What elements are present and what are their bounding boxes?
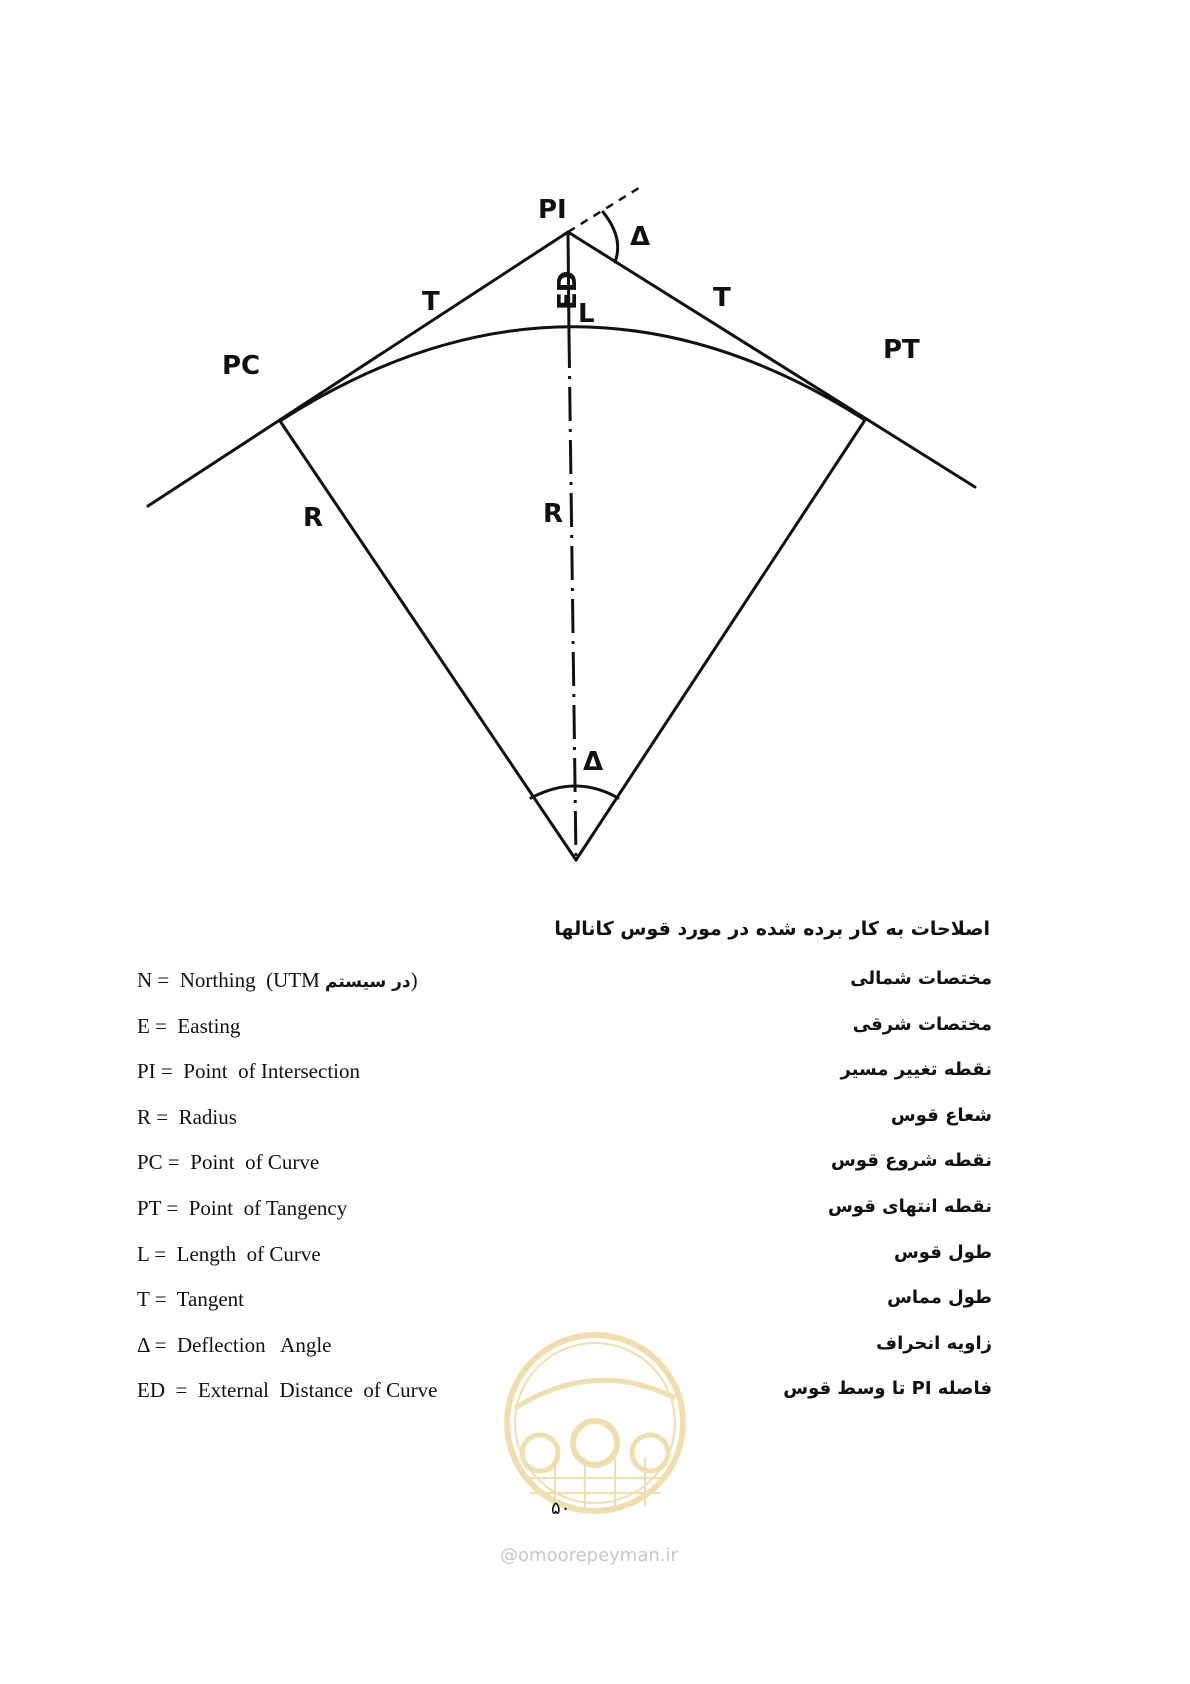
legend-term-en-text: T = Tangent	[137, 1287, 244, 1312]
legend-term-en	[137, 1196, 347, 1221]
legend-term-en	[137, 1333, 331, 1358]
t-left-label: T	[422, 287, 440, 317]
legend-term-fa: فاصله PI تا وسط قوس	[783, 1378, 992, 1400]
legend-term-fa: شعاع قوس	[890, 1104, 992, 1126]
ed-label: ED	[553, 270, 583, 310]
legend-term-en	[137, 1059, 360, 1084]
curve-arc	[280, 327, 865, 421]
legend-term-fa: طول قوس	[893, 1241, 992, 1263]
legend-term-en	[137, 968, 418, 993]
legend-term-en-text: E = Easting	[137, 1013, 241, 1038]
radius-left-line	[280, 421, 576, 860]
legend-row	[0, 1242, 1190, 1272]
back-tangent-line	[148, 232, 568, 506]
legend-row	[0, 1196, 1190, 1226]
legend-term-fa: نقطه انتهای قوس	[827, 1196, 992, 1217]
legend-term-en-text: N = Northing (UTM	[137, 968, 325, 992]
legend-term-fa: مختصات شرقی	[852, 1013, 992, 1035]
legend-term-fa: طول مماس	[887, 1287, 992, 1309]
legend-term-fa: نقطه شروع قوس	[831, 1150, 992, 1172]
legend-term-en-text: ED = External Distance of Curve	[137, 1378, 438, 1403]
r-left-label: R	[303, 503, 324, 533]
legend-term-en	[137, 1150, 319, 1175]
legend-row	[0, 1014, 1190, 1044]
legend-term-en-text: PI = Point of Intersection	[137, 1059, 360, 1084]
legend-term-fa: مختصات شمالی	[850, 968, 992, 989]
omoorepeyman-logo-watermark	[485, 1328, 705, 1518]
r-center-label: R	[543, 499, 564, 529]
legend-row	[0, 1105, 1190, 1135]
legend-term-en-text: R = Radius	[137, 1104, 237, 1129]
legend-term-en	[137, 1105, 237, 1130]
legend-row	[0, 1150, 1190, 1180]
legend-term-en-text: L = Length of Curve	[137, 1241, 321, 1266]
legend-term-en-tail: )	[410, 968, 418, 992]
page-number: ۵۰	[551, 1498, 571, 1519]
pt-label: PT	[883, 335, 920, 365]
legend-term-en-text: Δ = Deflection Angle	[137, 1332, 332, 1357]
legend-title: اصلاحات به کار برده شده در مورد قوس کانالها	[554, 918, 990, 940]
legend-term-en	[137, 1242, 321, 1267]
legend-row	[0, 968, 1190, 998]
pi-label: PI	[538, 195, 567, 225]
legend-term-en	[137, 1378, 438, 1403]
site-watermark-text: @omoorepeyman.ir	[500, 1545, 678, 1566]
radius-right-line	[576, 420, 865, 860]
legend-row	[0, 1059, 1190, 1089]
legend-term-en-text: PT = Point of Tangency	[137, 1196, 348, 1220]
delta-top-label: Δ	[630, 222, 651, 252]
delta-bottom-label: Δ	[583, 747, 604, 777]
pc-label: PC	[222, 351, 261, 381]
legend-term-en-text: PC = Point of Curve	[137, 1150, 320, 1175]
center-line	[569, 334, 576, 860]
legend-row	[0, 1287, 1190, 1317]
legend-term-en	[137, 1287, 244, 1312]
t-right-label: T	[713, 283, 731, 313]
l-label: L	[578, 299, 595, 329]
legend-term-en	[137, 1014, 240, 1039]
legend-term-fa: زاویه انحراف	[876, 1332, 992, 1354]
legend-term-fa: نقطه تغییر مسیر	[840, 1059, 992, 1081]
legend-term-en-inline-persian: در سیستم	[325, 972, 411, 992]
